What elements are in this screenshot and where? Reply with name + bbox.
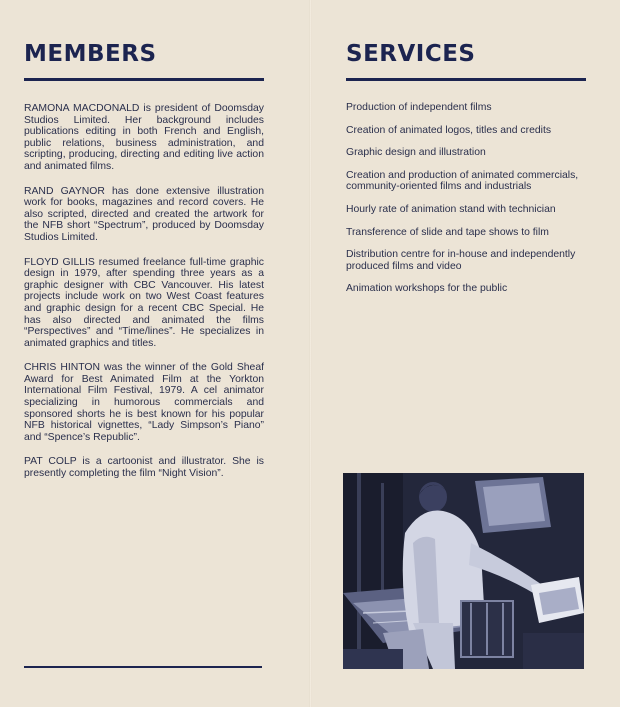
services-heading: SERVICES <box>346 41 476 67</box>
bio-floyd-gillis: FLOYD GILLIS resumed freelance full-time graphic design in 1979, after spending three years as a graphic designer with CBC Vancouver. His latest projects include work on two West Coast features and graphic design for a recent CBC Special. He has also directed and animated the films “Perspectives” and “Time/lines”. He specializes in animated graphics and titles. <box>24 256 264 349</box>
animator-head <box>419 482 447 512</box>
service-item: Creation and production of animated commercials, community-oriented films and industrials <box>346 169 579 193</box>
bio-rand-gaynor: RAND GAYNOR has done extensive illustration work for books, magazines and record covers. He also scripted, directed and created the artwork for the NFB short “Spectrum”, produced by Doomsday Studios Limited. <box>24 185 264 243</box>
members-column <box>24 0 264 493</box>
members-bios <box>24 103 264 480</box>
members-heading-rule <box>24 78 264 81</box>
bio-chris-hinton: CHRIS HINTON was the winner of the Gold Sheaf Award for Best Animated Film at the Yorkton International Film Festival, 1979. A cel animator specializing in humorous commercials and sponsored shorts he is best known for his popular NFB historical vignettes, “Lady Simpson’s Piano” and “Spence’s Republic”. <box>24 362 264 443</box>
service-item: Graphic design and illustration <box>346 147 486 159</box>
members-bottom-rule <box>24 666 262 668</box>
photo-illustration <box>343 473 584 669</box>
page-fold <box>309 0 312 707</box>
services-list <box>346 102 586 295</box>
bio-ramona-macdonald: RAMONA MACDONALD is president of Doomsday Studios Limited. Her background includes publications editing in both French and English, public relations, business administration, and scripting, producing, directing and editing live action and animated films. <box>24 103 264 172</box>
bio-pat-colp: PAT COLP is a cartoonist and illustrator. She is presently completing the film “Night Vision”. <box>24 456 264 480</box>
services-column <box>346 0 586 306</box>
members-heading: MEMBERS <box>24 41 157 67</box>
service-item: Creation of animated logos, titles and credits <box>346 124 552 136</box>
animator-at-animation-stand-photo <box>343 473 584 669</box>
services-heading-rule <box>346 78 586 81</box>
service-item: Production of independent films <box>346 102 492 113</box>
service-item: Animation workshops for the public <box>346 283 508 295</box>
service-item: Hourly rate of animation stand with technician <box>346 203 556 215</box>
service-item: Transference of slide and tape shows to film <box>346 226 549 238</box>
service-item: Distribution centre for in-house and independently produced films and video <box>346 249 576 272</box>
